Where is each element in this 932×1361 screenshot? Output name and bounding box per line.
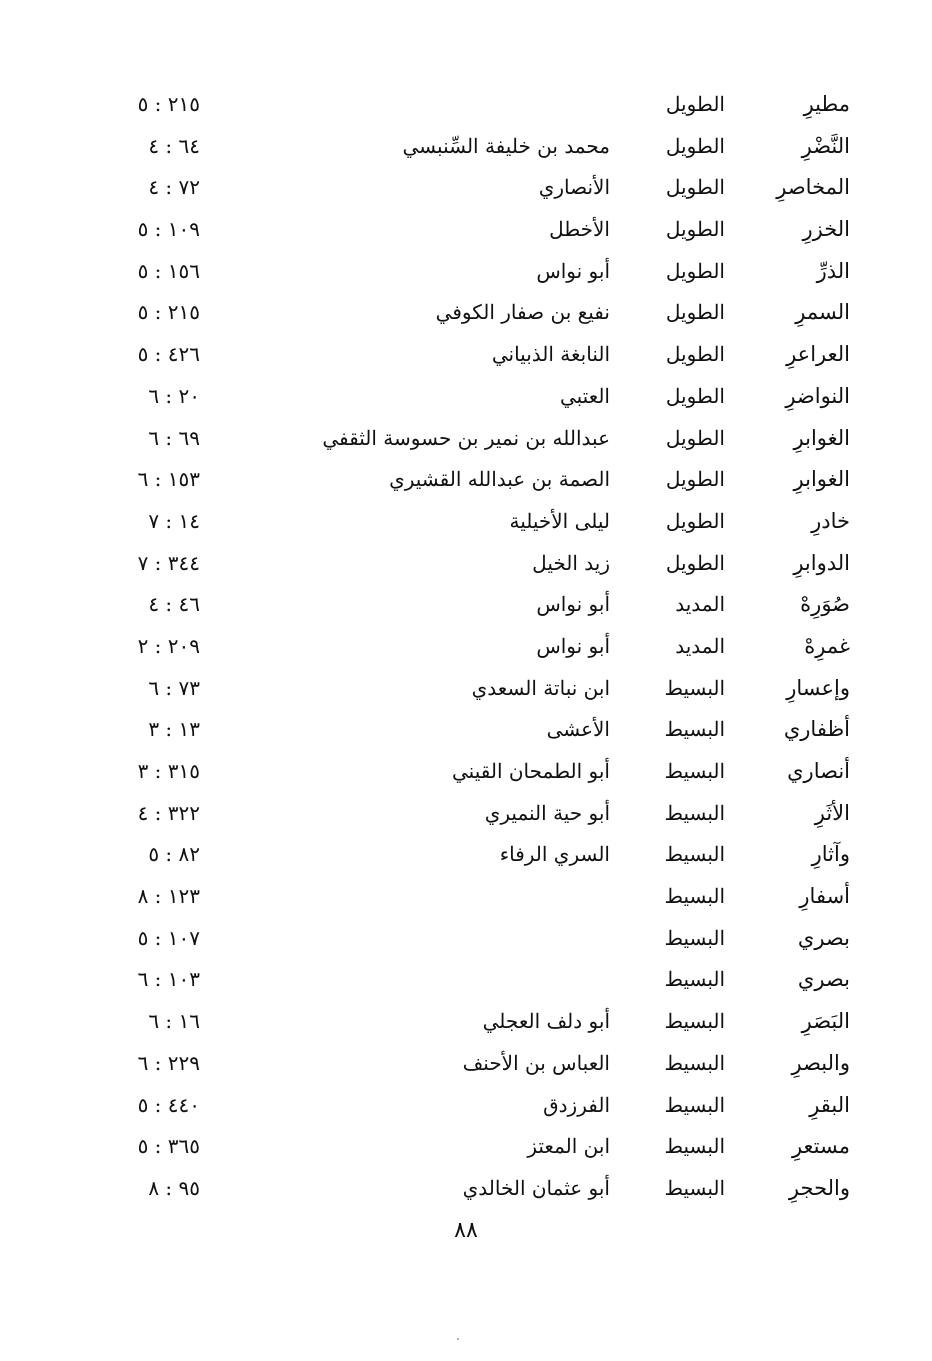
volume-page-ref: ٢٠ : ٦ [148,383,200,408]
volume-page-ref: ١٤ : ٧ [148,508,200,533]
volume-page-ref: ٤٦ : ٤ [148,592,200,617]
rhyme-word: النواضرِ [785,383,850,408]
rhyme-word: المخاصرِ [776,175,850,200]
index-row [70,1168,850,1210]
meter-name: البسيط [664,675,725,700]
poet-name: السري الرفاء [499,842,610,867]
rhyme-word: أنصاري [787,759,850,783]
volume-page-ref: ١٥٣ : ٦ [137,467,200,492]
index-row [70,251,850,293]
rhyme-word: الأثَرِ [814,800,850,825]
poet-name: أبو حية النميري [484,800,610,825]
volume-page-ref: ٤٢٦ : ٥ [137,342,200,367]
rhyme-word: السمرِ [795,300,850,325]
index-row [70,959,850,1001]
volume-page-ref: ٢١٥ : ٥ [137,300,200,325]
meter-name: البسيط [664,1134,725,1159]
index-row [70,584,850,626]
volume-page-ref: ٣١٥ : ٣ [137,759,200,783]
meter-name: الطويل [665,383,725,408]
poet-name: الصمة بن عبدالله القشيري [389,467,610,492]
rhyme-word: الغوابرِ [793,467,850,492]
meter-name: الطويل [665,217,725,242]
meter-name: الطويل [665,133,725,158]
index-table [70,84,850,1210]
index-row [70,292,850,334]
rhyme-word: البقرِ [809,1092,850,1117]
index-row [70,501,850,543]
meter-name: البسيط [664,717,725,742]
rhyme-word: مستعرِ [791,1134,850,1159]
index-row [70,918,850,960]
index-row [70,376,850,418]
volume-page-ref: ٧٢ : ٤ [148,175,200,200]
poet-name: ابن المعتز [527,1134,610,1159]
index-row [70,1085,850,1127]
volume-page-ref: ١٣ : ٣ [148,717,200,742]
rhyme-word: والبصرِ [791,1050,850,1075]
volume-page-ref: ١٠٧ : ٥ [137,925,200,950]
volume-page-ref: ٣٦٥ : ٥ [137,1134,200,1159]
volume-page-ref: ٦٤ : ٤ [148,133,200,158]
index-row [70,418,850,460]
rhyme-word: النَّضْرِ [801,133,850,158]
rhyme-word: العراعرِ [786,342,850,367]
poet-name: الفرزدق [543,1092,610,1117]
rhyme-word: البَصَرِ [801,1009,850,1034]
meter-name: الطويل [665,300,725,325]
index-row [70,543,850,585]
index-row [70,793,850,835]
rhyme-word: وإعسارِ [786,675,850,700]
rhyme-word: بصري [797,967,850,992]
index-row [70,459,850,501]
index-row [70,334,850,376]
poet-name: أبو الطمحان القيني [452,759,610,783]
meter-name: البسيط [664,925,725,950]
poet-name: الأعشى [546,717,610,742]
index-row [70,84,850,126]
poet-name: ليلى الأخيلية [509,508,610,533]
meter-name: البسيط [664,1092,725,1117]
meter-name: الطويل [665,342,725,367]
index-row [70,751,850,793]
rhyme-word: مطيرِ [803,92,850,116]
index-row [70,626,850,668]
index-row [70,1043,850,1085]
volume-page-ref: ١٥٦ : ٥ [137,258,200,283]
poet-name: ابن نباتة السعدي [471,675,610,700]
meter-name: البسيط [664,884,725,909]
volume-page-ref: ١٠٣ : ٦ [137,967,200,992]
poet-name: أبو نواس [536,633,610,658]
rhyme-word: والحجرِ [788,1175,850,1200]
rhyme-word: الذرِّ [816,258,850,283]
rhyme-word: الدوابرِ [793,550,850,575]
index-row [70,834,850,876]
volume-page-ref: ٤٤٠ : ٥ [137,1092,200,1117]
meter-name: الطويل [665,92,725,116]
volume-page-ref: ٧٣ : ٦ [148,675,200,700]
meter-name: المديد [675,592,725,617]
volume-page-ref: ١٦ : ٦ [148,1009,200,1034]
rhyme-word: غمرِهْ [804,633,850,658]
page-number: ٨٨ [454,1218,478,1243]
meter-name: الطويل [665,467,725,492]
poet-name: أبو نواس [536,258,610,283]
rhyme-word: بصري [797,925,850,950]
meter-name: البسيط [664,1050,725,1075]
volume-page-ref: ١٢٣ : ٨ [137,884,200,909]
meter-name: الطويل [665,175,725,200]
poet-name: عبدالله بن نمير بن حسوسة الثقفي [322,425,610,450]
rhyme-word: صُوَرِهْ [800,592,850,617]
rhyme-word: أظفاري [783,717,850,742]
volume-page-ref: ٢١٥ : ٥ [137,92,200,116]
rhyme-word: أسفارِ [799,884,850,909]
meter-name: البسيط [664,842,725,867]
rhyme-word: الغوابرِ [793,425,850,450]
meter-name: الطويل [665,425,725,450]
index-row [70,668,850,710]
index-row [70,126,850,168]
index-row [70,1126,850,1168]
rhyme-word: الخزرِ [802,217,850,242]
poet-name: نفيع بن صفار الكوفي [435,300,610,325]
index-row [70,167,850,209]
volume-page-ref: ١٠٩ : ٥ [137,217,200,242]
volume-page-ref: ٢٠٩ : ٢ [137,633,200,658]
rhyme-word: خادرِ [811,508,850,533]
poet-name: زيد الخيل [532,550,610,575]
meter-name: البسيط [664,967,725,992]
index-row [70,876,850,918]
poet-name: أبو نواس [536,592,610,617]
meter-name: الطويل [665,258,725,283]
meter-name: البسيط [664,1175,725,1200]
index-row [70,709,850,751]
volume-page-ref: ٦٩ : ٦ [148,425,200,450]
meter-name: البسيط [664,759,725,783]
volume-page-ref: ٩٥ : ٨ [148,1175,200,1200]
meter-name: المديد [675,633,725,658]
meter-name: البسيط [664,800,725,825]
poet-name: أبو دلف العجلي [482,1009,610,1034]
volume-page-ref: ٣٢٢ : ٤ [137,800,200,825]
index-row [70,209,850,251]
poet-name: النابغة الذبياني [491,342,610,367]
meter-name: الطويل [665,550,725,575]
volume-page-ref: ٣٤٤ : ٧ [137,550,200,575]
meter-name: الطويل [665,508,725,533]
poet-name: محمد بن خليفة السِّنبسي [402,133,610,158]
poet-name: الأخطل [549,217,610,242]
poet-name: أبو عثمان الخالدي [462,1175,610,1200]
volume-page-ref: ٨٢ : ٥ [148,842,200,867]
index-row [70,1001,850,1043]
poet-name: العباس بن الأحنف [462,1050,610,1075]
rhyme-word: وآثارِ [811,842,850,867]
scan-speck [457,1338,459,1340]
poet-name: العتبي [559,383,610,408]
volume-page-ref: ٢٢٩ : ٦ [137,1050,200,1075]
meter-name: البسيط [664,1009,725,1034]
poet-name: الأنصاري [538,175,610,200]
